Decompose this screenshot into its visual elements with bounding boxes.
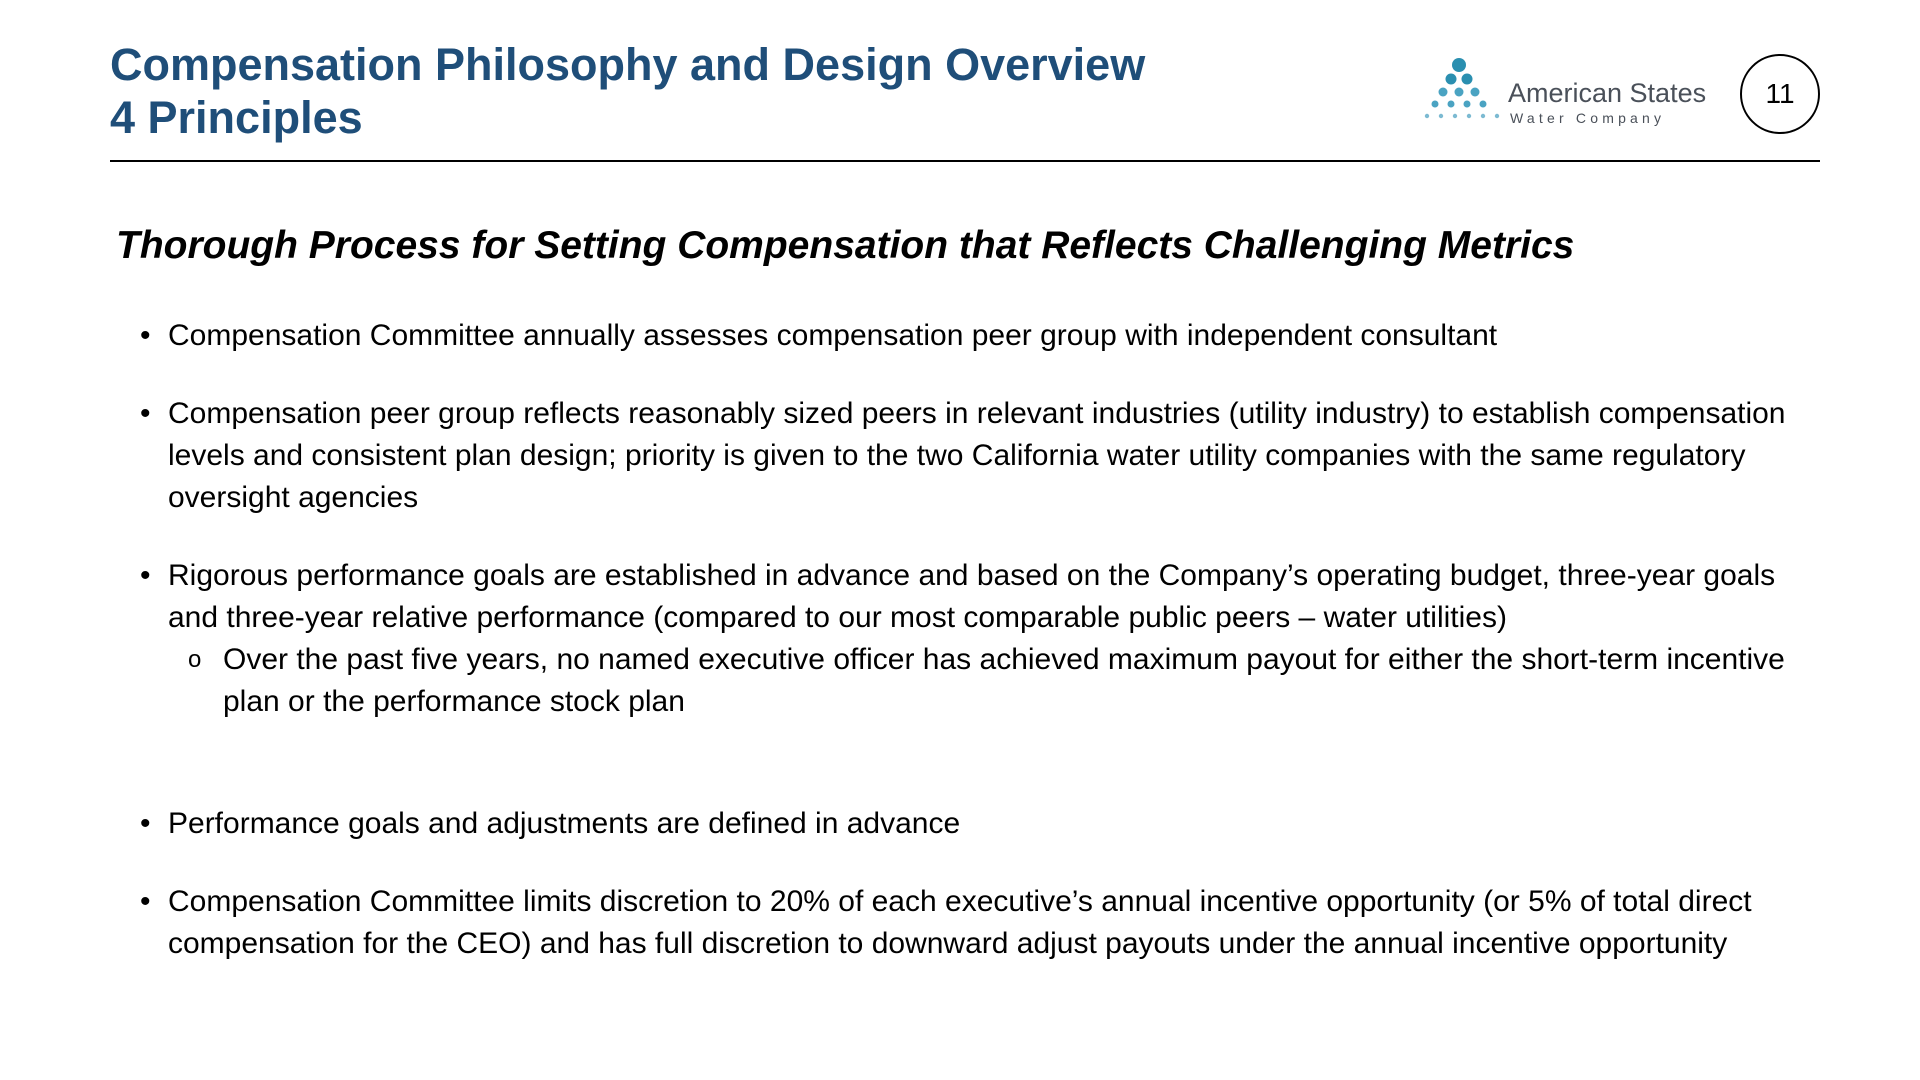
bullet-marker: • (140, 807, 151, 840)
sub-bullet-marker: o (188, 646, 202, 673)
page-number-badge (1740, 54, 1820, 134)
bullet-text: Compensation Committee annually assesses compensation peer group with independent consultant (168, 319, 1498, 352)
bullet-text: Compensation Committee limits discretion to 20% of each executive’s annual incentive opportunity (or 5% of total direct compensation for the CEO) and has full discretion to downward adjust payouts under the annual incentive opportunity (168, 885, 1752, 960)
bullet-text: Rigorous performance goals are established in advance and based on the Company’s operating budget, three-year goals and three-year relative performance (compared to our most comparable public peers – water utilities) (168, 559, 1776, 634)
header-divider (110, 160, 1820, 162)
bullet-marker: • (140, 319, 151, 352)
bullet-marker: • (140, 559, 151, 592)
logo-company-name: American States (1508, 78, 1707, 108)
sub-list-item (140, 639, 1820, 723)
bullet-marker: • (140, 397, 151, 430)
water-drops-logo-icon (1418, 56, 1500, 126)
page-title-line-1: Compensation Philosophy and Design Overview (110, 39, 1146, 90)
page-title-line-2: 4 Principles (110, 92, 363, 143)
sub-bullet-text: Over the past five years, no named executive officer has achieved maximum payout for either the short-term incentive plan or the performance stock plan (223, 643, 1785, 718)
logo-company-subtitle: Water Company (1510, 110, 1666, 126)
list-item (140, 881, 1820, 965)
page-title (110, 38, 1370, 144)
page-number: 11 (1765, 78, 1795, 109)
bullet-text: Compensation peer group reflects reasonably sized peers in relevant industries (utility industry) to establish compensation levels and consistent plan design; priority is given to the two California water utility companies with the same regulatory oversight agencies (168, 397, 1786, 514)
list-item (140, 803, 1820, 845)
list-item (140, 393, 1820, 519)
section-subtitle: Thorough Process for Setting Compensation that Reflects Challenging Metrics (116, 224, 1575, 267)
bullet-text: Performance goals and adjustments are defined in advance (168, 807, 961, 840)
bullet-marker: • (140, 885, 151, 918)
list-item (140, 315, 1820, 357)
company-logo (1418, 56, 1718, 136)
list-item (140, 555, 1820, 639)
principles-list (140, 315, 1820, 965)
